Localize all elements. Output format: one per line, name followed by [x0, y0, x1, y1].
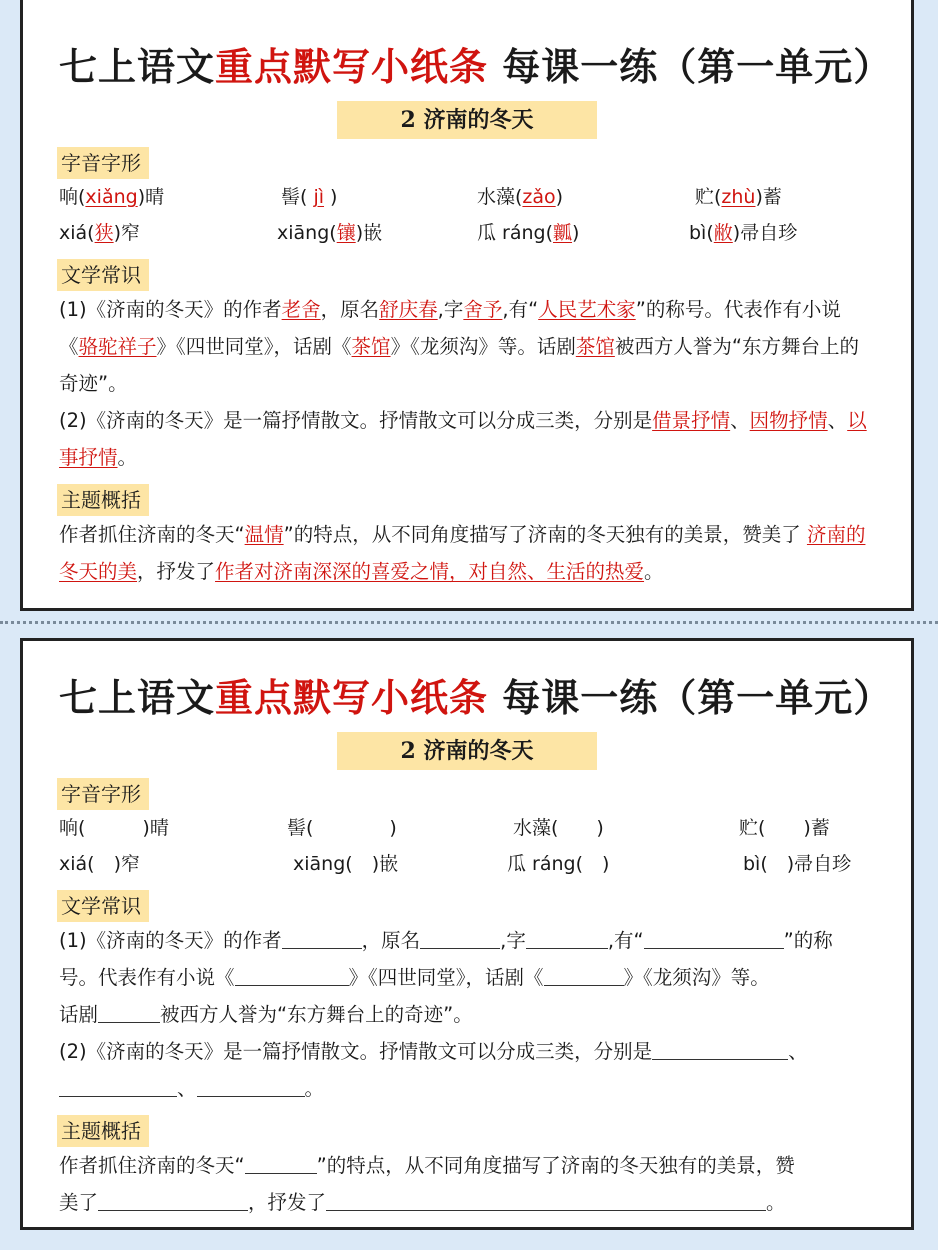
- lesson-title: 2 济南的冬天: [337, 732, 597, 770]
- section-pronunciation: 字音字形: [57, 147, 149, 179]
- pron-item: 响(xiǎng)晴: [59, 186, 165, 208]
- section-pronunciation: 字音字形: [57, 778, 149, 810]
- fill-blank[interactable]: [59, 1076, 177, 1097]
- pron-row-1: [59, 810, 875, 846]
- pron-item: xiá(狭)窄: [59, 222, 141, 244]
- fill-blank[interactable]: [245, 1153, 317, 1174]
- pron-item: 瓜 ráng(瓤): [477, 222, 580, 244]
- pron-item: 贮(zhù)蓄: [695, 186, 782, 208]
- fill-blank[interactable]: [544, 965, 624, 986]
- cut-line-divider: [0, 621, 938, 624]
- literature-paragraph-2: (2)《济南的冬天》是一篇抒情散文。抒情散文可以分成三类，分别是 、 、 。: [59, 1040, 808, 1100]
- page-title: [59, 36, 893, 91]
- answer-card: [20, 0, 914, 611]
- section-literature: 文学常识: [57, 890, 149, 922]
- pron-row-2: [59, 215, 875, 251]
- lesson-title: 2 济南的冬天: [337, 101, 597, 139]
- pron-row-2: [59, 846, 875, 882]
- pron-item: 髻( jì ): [281, 186, 338, 208]
- fill-blank[interactable]: [235, 965, 349, 986]
- pron-blank-item: xiāng( )嵌: [293, 853, 399, 875]
- section-theme: 主题概括: [57, 1115, 149, 1147]
- fill-blank[interactable]: [526, 928, 608, 949]
- fill-blank[interactable]: [420, 928, 500, 949]
- title-prefix: 七上语文: [59, 44, 216, 89]
- theme-paragraph: 作者抓住济南的冬天“温情”的特点，从不同角度描写了济南的冬天独有的美景，赞美了 济南的冬天的美，抒发了作者对济南深深的喜爱之情，对自然、生活的热爱。: [59, 523, 866, 583]
- title-prefix: 七上语文: [59, 675, 216, 720]
- theme-paragraph: 作者抓住济南的冬天“ ”的特点，从不同角度描写了济南的冬天独有的美景，赞 美了 ，抒发了 。: [59, 1154, 795, 1214]
- fill-blank[interactable]: [282, 928, 362, 949]
- literature-paragraph-1: (1)《济南的冬天》的作者 ，原名 ,字 ,有“ ”的称 号。代表作有小说《 》《四世同堂》，话剧《 》《龙须沟》等。 话剧 被西方人誉为“东方舞台上的奇迹”。: [59, 929, 833, 1026]
- pron-blank-item: bì( )帚自珍: [743, 853, 852, 875]
- title-highlight: 重点默写小纸条: [215, 44, 489, 89]
- fill-blank[interactable]: [98, 1002, 160, 1023]
- literature-paragraph-1: (1)《济南的冬天》的作者老舍，原名舒庆春,字舍予,有“人民艺术家”的称号。代表作有小说《骆驼祥子》《四世同堂》，话剧《茶馆》《龙须沟》等。话剧茶馆被西方人誉为“东方舞台上的奇迹”。: [59, 298, 859, 395]
- section-literature: 文学常识: [57, 259, 149, 291]
- title-suffix: 每课一练（第一单元）: [488, 675, 893, 720]
- title-highlight: 重点默写小纸条: [215, 675, 489, 720]
- fill-blank[interactable]: [326, 1190, 766, 1211]
- pron-blank-item: 髻( ): [287, 817, 397, 839]
- pron-item: 水藻(zǎo): [477, 186, 564, 208]
- fill-blank[interactable]: [652, 1039, 788, 1060]
- title-suffix: 每课一练（第一单元）: [488, 44, 893, 89]
- pron-blank-item: 水藻( ): [513, 817, 604, 839]
- fill-blank[interactable]: [197, 1076, 305, 1097]
- literature-paragraph-2: (2)《济南的冬天》是一篇抒情散文。抒情散文可以分成三类，分别是借景抒情、因物抒情、以事抒情。: [59, 409, 867, 469]
- pron-blank-item: 响( )晴: [59, 817, 169, 839]
- pron-row-1: [59, 179, 875, 215]
- pron-blank-item: xiá( )窄: [59, 853, 141, 875]
- pron-item: xiāng(镶)嵌: [277, 222, 383, 244]
- pron-blank-item: 贮( )蓄: [739, 817, 830, 839]
- exercise-card: [20, 638, 914, 1230]
- section-theme: 主题概括: [57, 484, 149, 516]
- page-title: [59, 667, 893, 722]
- fill-blank[interactable]: [644, 928, 784, 949]
- pron-blank-item: 瓜 ráng( ): [507, 853, 610, 875]
- fill-blank[interactable]: [98, 1190, 248, 1211]
- pron-item: bì(敝)帚自珍: [689, 222, 798, 244]
